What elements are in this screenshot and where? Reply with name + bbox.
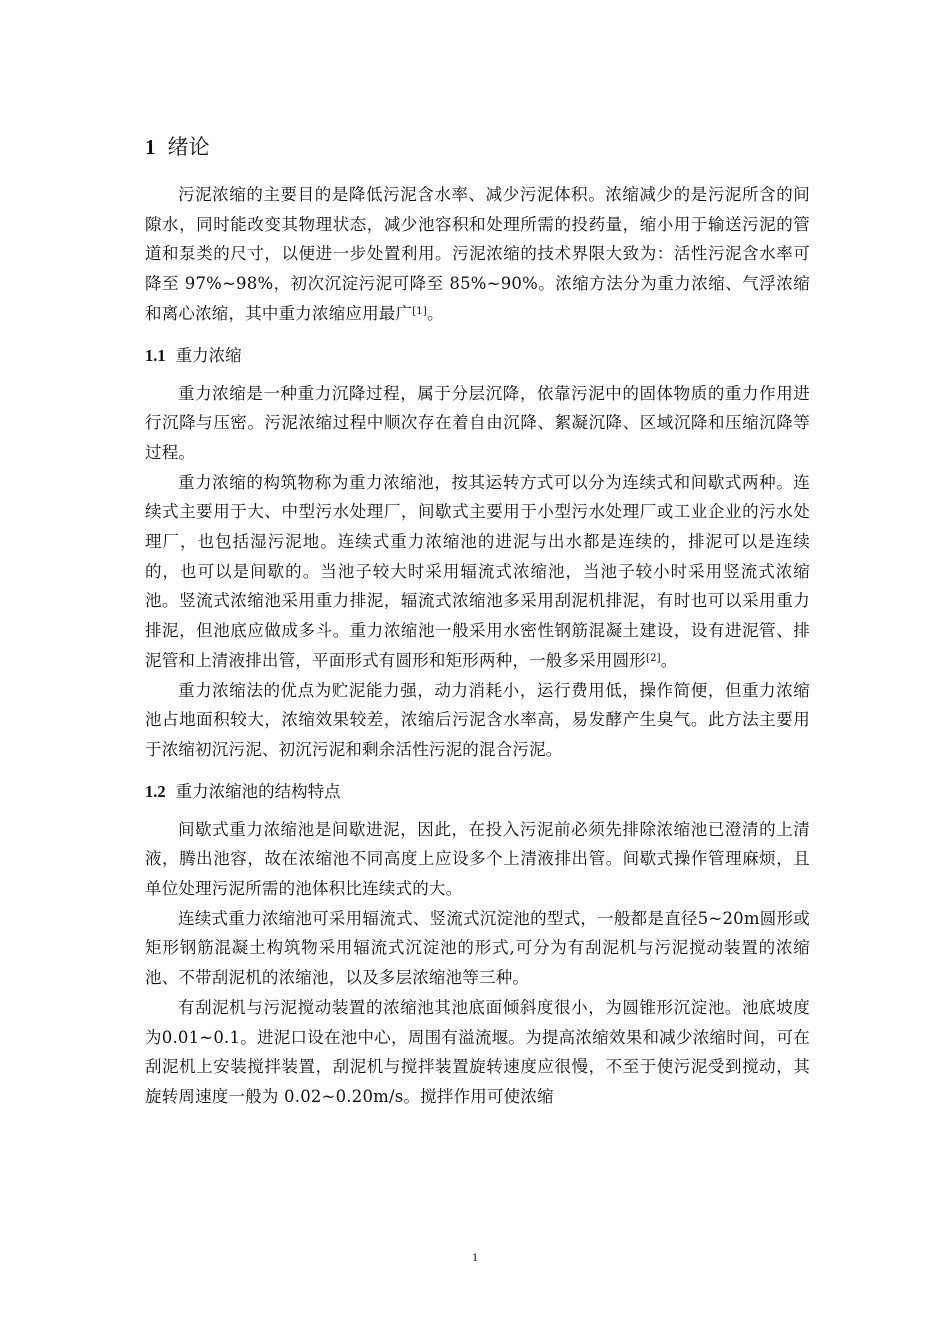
section-heading-1-1 [145,341,810,371]
chapter-number: 1 [145,135,156,159]
paragraph-text: 重力浓缩的构筑物称为重力浓缩池，按其运转方式可以分为连续式和间歇式两种。连续式主要用于大、中型污水处理厂，间歇式主要用于小型污水处理厂或工业企业的污水处理厂，也包括湿污泥地。连续式重力浓缩池的进泥与出水都是连续的，排泥可以是连续的，也可以是间歇的。当池子较大时采用辐流式浓缩池，当池子较小时采用竖流式浓缩池。竖流式浓缩池采用重力排泥，辐流式浓缩池多采用刮泥机排泥，有时也可以采用重力排泥，但池底应做成多斗。重力浓缩池一般采用水密性钢筋混凝土建设，设有进泥管、排泥管和上清液排出管，平面形式有圆形和矩形两种，一般多采用圆形 [145,472,810,670]
paragraph-text: 污泥浓缩的主要目的是降低污泥含水率、减少污泥体积。浓缩减少的是污泥所含的间隙水，同时能改变其物理状态，减少池容积和处理所需的投药量，缩小用于输送污泥的管道和泵类的尺寸，以便进一步处置利用。污泥浓缩的技术界限大致为：活性污泥含水率可降至 97%~98%，初次沉淀污泥可降至 85%~90%。浓缩方法分为重力浓缩、气浮浓缩和离心浓缩，其中重力浓缩应用最广 [145,185,810,323]
section-1-1-paragraph-2 [145,468,810,676]
paragraph-tail: 。 [660,650,678,670]
section-number: 1.1 [145,345,166,365]
paragraph-text: 连续式重力浓缩池可采用辐流式、竖流式沉淀池的型式，一般都是直径5~20m圆形或矩形钢筋混凝土构筑物采用辐流式沉淀池的形式,可分为有刮泥机与污泥搅动装置的浓缩池、不带刮泥机的浓缩池，以及多层浓缩池等三种。 [145,908,810,988]
citation-ref: [2] [646,652,661,664]
chapter-paragraph-1 [145,180,810,329]
citation-ref: [1] [412,305,427,317]
paragraph-text: 重力浓缩法的优点为贮泥能力强，动力消耗小，运行费用低，操作简便，但重力浓缩池占地面积较大，浓缩效果较差，浓缩后污泥含水率高，易发酵产生臭气。此方法主要用于浓缩初沉污泥、初沉污泥和剩余活性污泥的混合污泥。 [145,680,810,759]
section-1-2-paragraph-3 [145,993,810,1112]
chapter-title: 绪论 [167,135,210,159]
section-1-2-paragraph-1 [145,815,810,904]
section-1-1-paragraph-3 [145,676,810,765]
section-number: 1.2 [145,781,166,801]
section-title: 重力浓缩 [175,345,242,365]
paragraph-text: 间歇式重力浓缩池是间歇进泥，因此，在投入污泥前必须先排除浓缩池已澄清的上清液，腾出池容，故在浓缩池不同高度上应设多个上清液排出管。间歇式操作管理麻烦，且单位处理污泥所需的池体积比连续式的大。 [145,819,810,899]
chapter-heading [145,132,810,162]
section-heading-1-2 [145,777,810,807]
page-content [145,132,810,1112]
page-number: 1 [472,1250,478,1264]
section-1-1-paragraph-1 [145,379,810,468]
paragraph-tail: 。 [426,303,444,323]
section-title: 重力浓缩池的结构特点 [175,781,341,801]
section-1-2-paragraph-2 [145,904,810,993]
paragraph-text: 重力浓缩是一种重力沉降过程，属于分层沉降，依靠污泥中的固体物质的重力作用进行沉降与压密。污泥浓缩过程中顺次存在着自由沉降、絮凝沉降、区域沉降和压缩沉降等过程。 [145,383,810,462]
paragraph-text: 有刮泥机与污泥搅动装置的浓缩池其池底面倾斜度很小，为圆锥形沉淀池。池底坡度为0.01~0.1。进泥口设在池中心，周围有溢流堰。为提高浓缩效果和减少浓缩时间，可在刮泥机上安装搅拌装置，刮泥机与搅拌装置旋转速度应很慢，不至于使污泥受到搅动，其旋转周速度一般为 0.02~0.20m/s。搅拌作用可使浓缩 [145,997,810,1106]
